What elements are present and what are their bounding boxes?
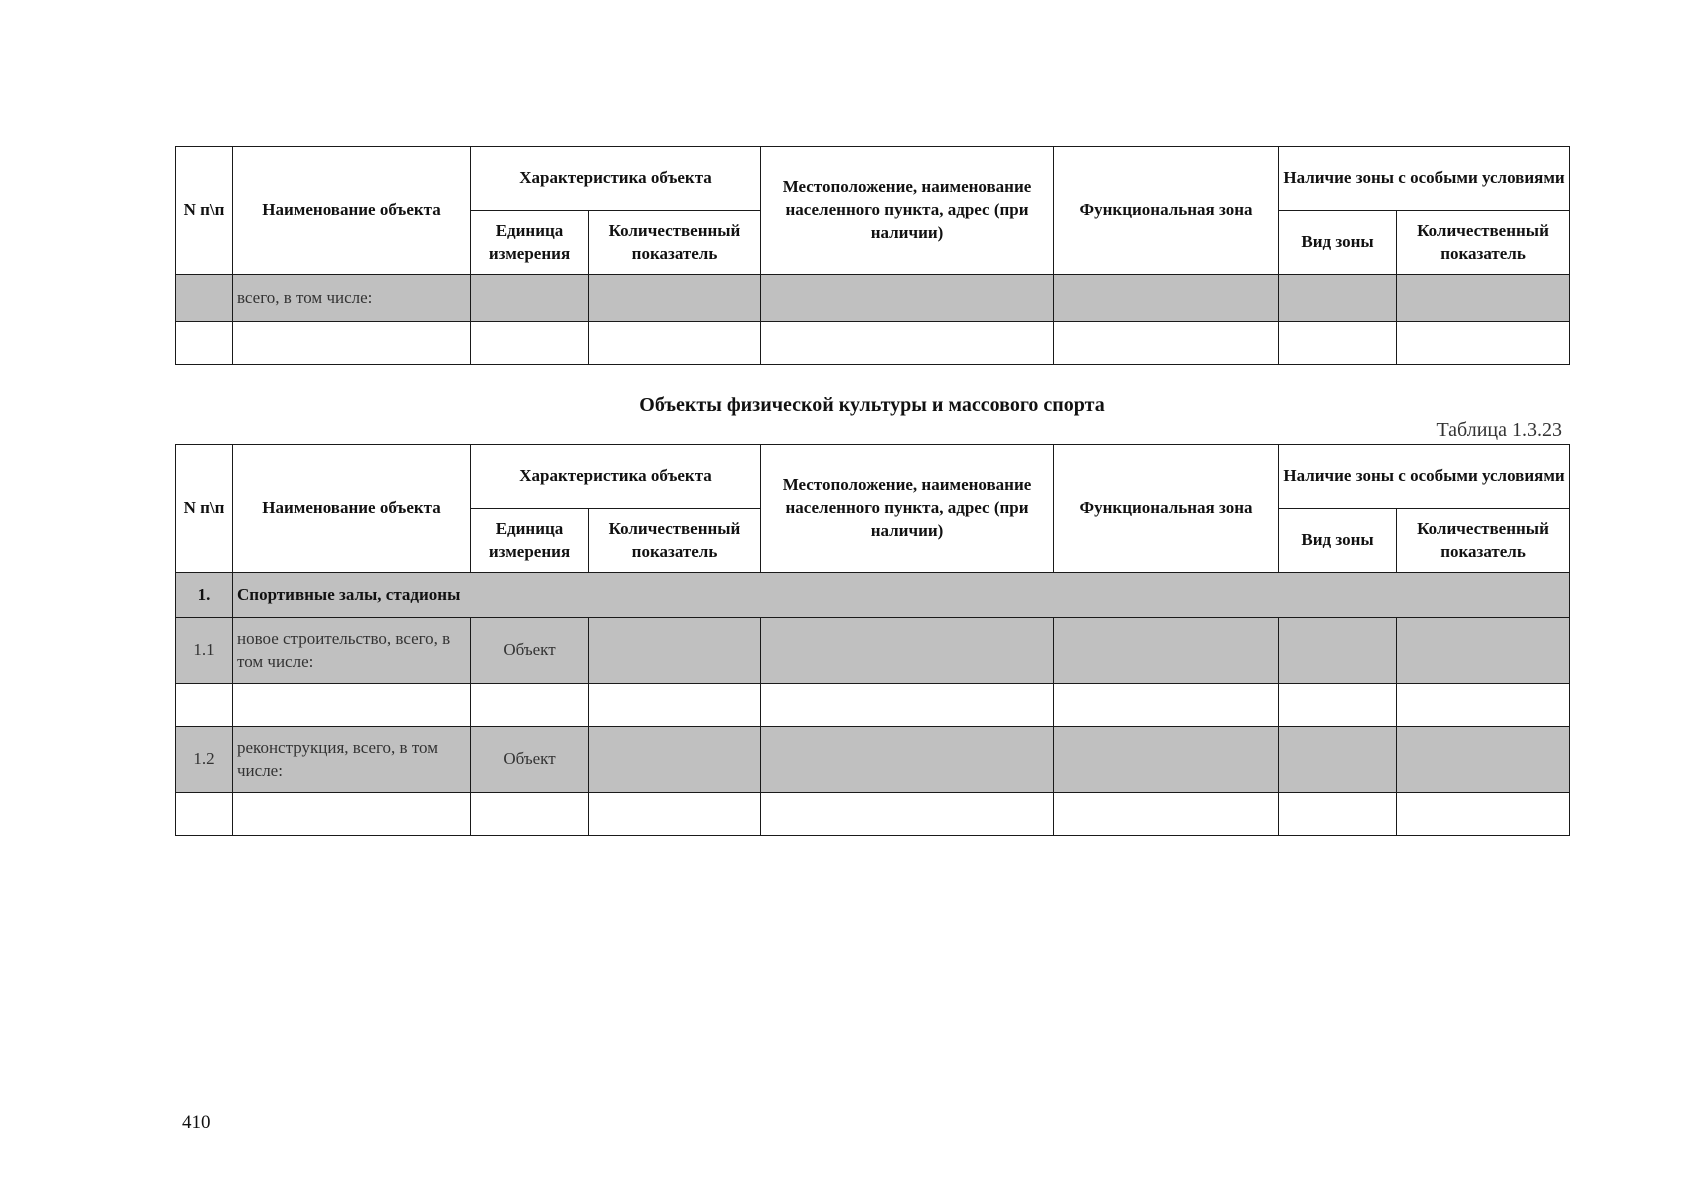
header-unit: Единица измерения xyxy=(471,211,589,275)
table-cell xyxy=(589,793,761,836)
header-num: N п\п xyxy=(176,147,233,275)
header-unit: Единица измерения xyxy=(471,509,589,573)
header-quantity: Количественный показатель xyxy=(589,509,761,573)
table-cell xyxy=(176,793,233,836)
table-cell xyxy=(1279,275,1397,322)
table-cell xyxy=(1397,618,1570,684)
table-cell xyxy=(1397,727,1570,793)
table-cell xyxy=(761,275,1054,322)
header-zone-type: Вид зоны xyxy=(1279,211,1397,275)
table-cell xyxy=(1397,684,1570,727)
table-cell xyxy=(761,727,1054,793)
table-cell xyxy=(471,793,589,836)
table-cell xyxy=(1054,684,1279,727)
header-zone-quantity: Количественный показатель xyxy=(1397,509,1570,573)
table-cell xyxy=(761,618,1054,684)
table-cell xyxy=(233,684,471,727)
table-cell xyxy=(589,727,761,793)
header-num: N п\п xyxy=(176,445,233,573)
header-name: Наименование объекта xyxy=(233,445,471,573)
header-special-zone: Наличие зоны с особыми условиями xyxy=(1279,445,1570,509)
row-label: реконструкция, всего, в том числе: xyxy=(233,727,471,793)
table-row xyxy=(176,618,1570,684)
row-num: 1.2 xyxy=(176,727,233,793)
table-cell xyxy=(233,322,471,365)
header-special-zone: Наличие зоны с особыми условиями xyxy=(1279,147,1570,211)
table-cell xyxy=(1279,793,1397,836)
table-sports-objects xyxy=(175,444,1570,836)
table-cell xyxy=(1054,793,1279,836)
table-cell xyxy=(471,322,589,365)
header-quantity: Количественный показатель xyxy=(589,211,761,275)
table-row xyxy=(176,322,1570,365)
section-num: 1. xyxy=(176,573,233,618)
table-cell xyxy=(1397,275,1570,322)
header-characteristic: Характеристика объекта xyxy=(471,147,761,211)
table-cell xyxy=(1279,618,1397,684)
table-caption: Объекты физической культуры и массового спорта xyxy=(639,394,1105,416)
table-cell xyxy=(471,684,589,727)
section-label: Спортивные залы, стадионы xyxy=(233,573,1570,618)
header-func-zone: Функциональная зона xyxy=(1054,445,1279,573)
table-cell xyxy=(176,322,233,365)
header-characteristic: Характеристика объекта xyxy=(471,445,761,509)
table-cell xyxy=(1054,618,1279,684)
table-cell xyxy=(1397,322,1570,365)
table-row xyxy=(176,793,1570,836)
table-row xyxy=(176,727,1570,793)
table-cell xyxy=(761,793,1054,836)
table-cell xyxy=(471,275,589,322)
table-cell xyxy=(1279,684,1397,727)
row-unit: Объект xyxy=(471,618,589,684)
table-cell xyxy=(589,618,761,684)
table-cell xyxy=(176,275,233,322)
table-cell xyxy=(1279,727,1397,793)
table-cell xyxy=(589,684,761,727)
table-cell xyxy=(589,275,761,322)
table-previous xyxy=(175,146,1570,365)
table-cell xyxy=(1054,322,1279,365)
table-cell xyxy=(761,322,1054,365)
header-func-zone: Функциональная зона xyxy=(1054,147,1279,275)
table-cell xyxy=(1054,727,1279,793)
table-cell xyxy=(761,684,1054,727)
header-location: Местоположение, наименование населенного пункта, адрес (при наличии) xyxy=(761,147,1054,275)
row-unit: Объект xyxy=(471,727,589,793)
total-label: всего, в том числе: xyxy=(233,275,471,322)
header-zone-quantity: Количественный показатель xyxy=(1397,211,1570,275)
row-num: 1.1 xyxy=(176,618,233,684)
table-cell xyxy=(589,322,761,365)
table-cell xyxy=(1054,275,1279,322)
table-row xyxy=(176,684,1570,727)
header-name: Наименование объекта xyxy=(233,147,471,275)
header-location: Местоположение, наименование населенного пункта, адрес (при наличии) xyxy=(761,445,1054,573)
section-row xyxy=(176,573,1570,618)
table-cell xyxy=(1397,793,1570,836)
table-cell xyxy=(1279,322,1397,365)
table-row xyxy=(176,275,1570,322)
table-number: Таблица 1.3.23 xyxy=(1436,419,1562,441)
table-cell xyxy=(233,793,471,836)
row-label: новое строительство, всего, в том числе: xyxy=(233,618,471,684)
table-cell xyxy=(176,684,233,727)
header-zone-type: Вид зоны xyxy=(1279,509,1397,573)
page-number: 410 xyxy=(182,1112,211,1133)
